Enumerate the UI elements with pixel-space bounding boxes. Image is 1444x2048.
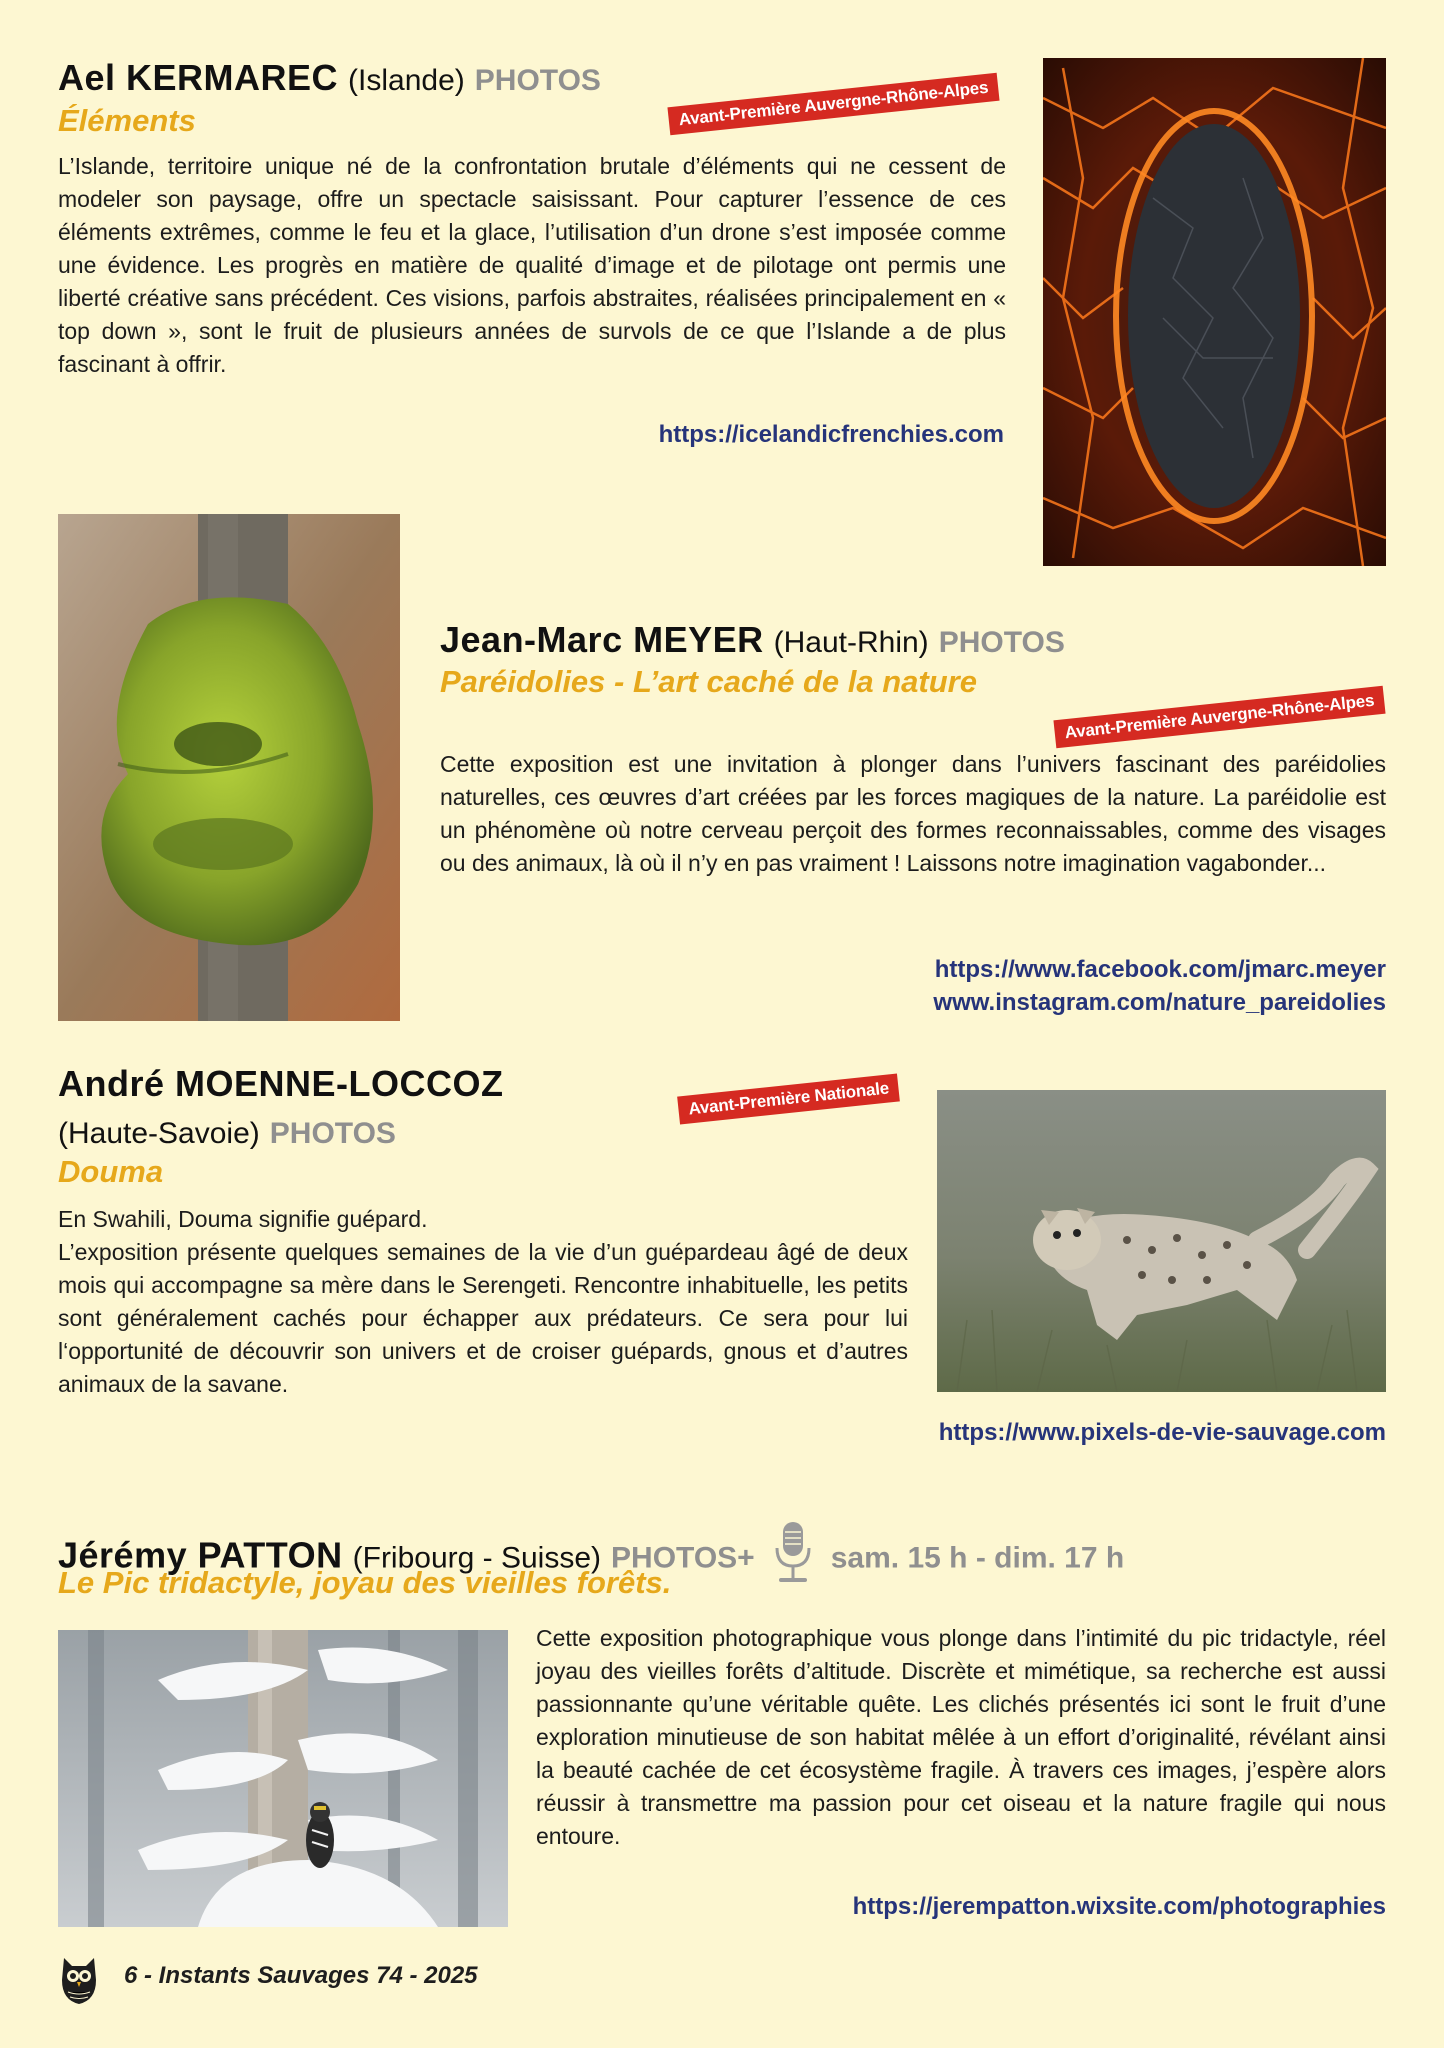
artist-name: Jérémy PATTON: [58, 1534, 343, 1576]
premiere-badge: Avant-Première Auvergne-Rhône-Alpes: [667, 73, 999, 135]
woodpecker-photo: [58, 1630, 508, 1927]
microphone-icon: [773, 1520, 813, 1596]
exhibition-title: Éléments: [58, 103, 196, 138]
description-text: L’Islande, territoire unique né de la confrontation brutale d’éléments qui ne cessent de modeler son paysage, offre un spectacle saisissant. Pour capturer l’essence de ces éléments extrêmes, comme le feu et la glace, l’utilisation d’un drone s’est imposée comme une évidence. Les progrès en matière de qualité d’image et de pilotage ont permis une liberté créative sans précédent. Ces visions, parfois abstraites, réalisées principalement en « top down », sont le fruit de plusieurs années de survols de ce que l’Islande a de plus fascinant à offrir.: [58, 153, 1006, 377]
lava-photo: [1043, 58, 1386, 566]
exhibition-title: Douma: [58, 1154, 164, 1189]
medium-label: PHOTOS: [474, 64, 601, 97]
entry-1-header: [58, 56, 601, 103]
description-text: Cette exposition est une invitation à plonger dans l’univers fascinant des paréidolies naturelles, ces œuvres d’art créées par les forces magiques de la nature. La paréidolie est un phénomène où notre cerveau perçoit des formes reconnaissables, comme des visages ou des animaux, là où il n’y en pas vraiment ! Laissons notre imagination vagabonder...: [440, 751, 1386, 876]
moss-face-photo: [58, 514, 400, 1021]
owl-logo-icon: [58, 1950, 100, 2006]
artist-name: André MOENNE-LOCCOZ: [58, 1063, 504, 1104]
instagram-link[interactable]: www.instagram.com/nature_pareidolies: [933, 989, 1386, 1016]
description-text: L’exposition présente quelques semaines de la vie d’un guépardeau âgé de deux mois qui accompagne sa mère dans le Serengeti. Rencontre inhabituelle, les petits sont généralement cachés pour échapper aux prédateurs. Ce sera pour lui l‘opportunité de découvrir son univers et de croiser guépards, gnous et d’autres animaux de la savane.: [58, 1239, 908, 1397]
artist-region: (Islande): [348, 64, 465, 97]
artist-name: Jean-Marc MEYER: [440, 619, 764, 660]
entry-4-description: [536, 1622, 1386, 1853]
premiere-badge: Avant-Première Nationale: [677, 1074, 900, 1125]
exhibition-title: Le Pic tridactyle, joyau des vieilles forêts.: [58, 1565, 672, 1600]
artist-name: Ael KERMAREC: [58, 57, 339, 98]
entry-2-header: [440, 618, 1065, 665]
exhibition-title: Paréidolies - L’art caché de la nature: [440, 664, 977, 699]
website-link[interactable]: https://jerempatton.wixsite.com/photographies: [852, 1893, 1386, 1920]
entry-3-header: [58, 1062, 504, 1106]
artist-region: (Haute-Savoie): [58, 1117, 260, 1150]
entry-1-description: [58, 150, 1006, 381]
website-link[interactable]: https://www.pixels-de-vie-sauvage.com: [938, 1419, 1386, 1446]
website-link[interactable]: https://icelandicfrenchies.com: [658, 421, 1004, 448]
entry-3-region-line: [58, 1109, 396, 1156]
cheetah-cub-photo: [937, 1090, 1386, 1392]
medium-label: PHOTOS+: [611, 1541, 755, 1575]
facebook-link[interactable]: https://www.facebook.com/jmarc.meyer: [934, 956, 1386, 983]
premiere-badge: Avant-Première Auvergne-Rhône-Alpes: [1053, 686, 1385, 748]
schedule: sam. 15 h - dim. 17 h: [830, 1541, 1125, 1575]
description-intro: En Swahili, Douma signifie guépard.: [58, 1206, 428, 1232]
artist-region: (Fribourg - Suisse): [352, 1541, 602, 1575]
entry-3-description: [58, 1203, 908, 1401]
description-text: Cette exposition photographique vous plonge dans l’intimité du pic tridactyle, réel joyau des vieilles forêts d’altitude. Discrète et mimétique, sa recherche est aussi passionnante qu’une véritable quête. Les clichés présentés ici sont le fruit d’une exploration minutieuse de son habitat mêlée à un effort d’originalité, révélant ainsi la beauté cachée de cet écosystème fragile. À travers ces images, j’espère alors réussir à transmettre ma passion pour cet oiseau et la nature fragile qui nous entoure.: [536, 1625, 1386, 1849]
artist-region: (Haut-Rhin): [773, 626, 929, 659]
medium-label: PHOTOS: [938, 626, 1065, 659]
page-footer: 6 - Instants Sauvages 74 - 2025: [124, 1962, 478, 1989]
medium-label: PHOTOS: [269, 1117, 396, 1150]
entry-2-description: [440, 748, 1386, 880]
